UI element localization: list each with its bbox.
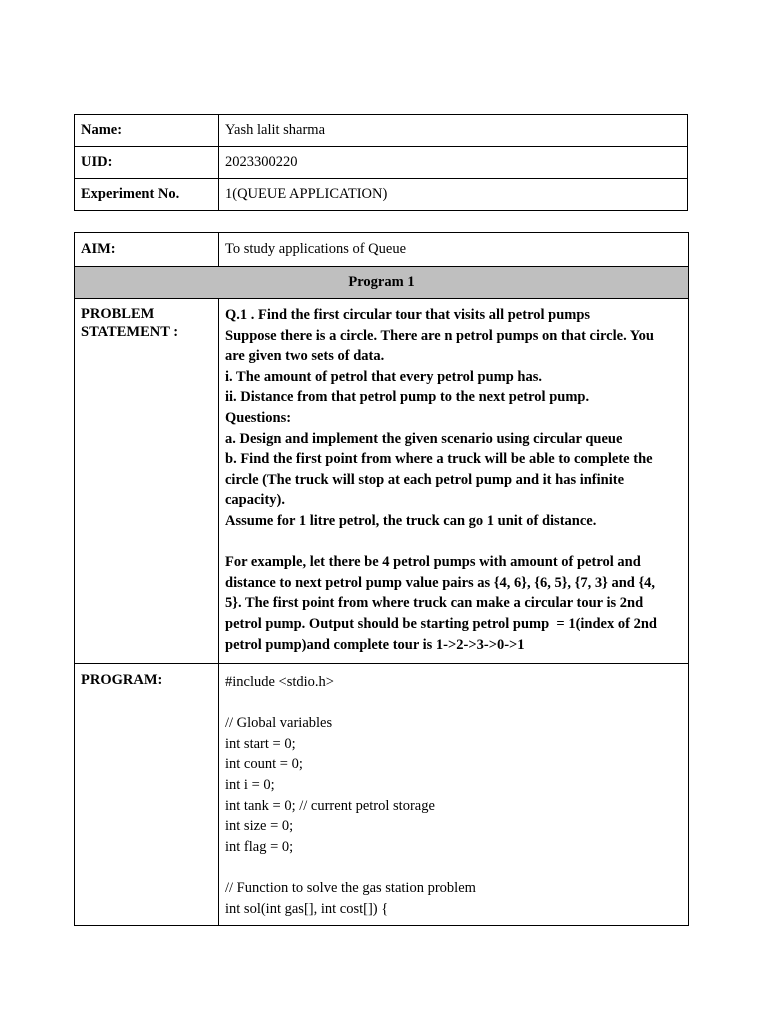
problem-line: Suppose there is a circle. There are n petrol pumps on that circle. You bbox=[225, 327, 654, 344]
code-line: int start = 0; bbox=[225, 735, 296, 752]
code-line: int i = 0; bbox=[225, 777, 275, 794]
problem-statement-label bbox=[75, 299, 219, 664]
code-line: int count = 0; bbox=[225, 756, 303, 773]
problem-line: i. The amount of petrol that every petrol pump has. bbox=[225, 368, 542, 385]
code-line: // Global variables bbox=[225, 715, 333, 732]
experiment-label: Experiment No. bbox=[75, 179, 219, 211]
problem-line: capacity). bbox=[225, 492, 285, 509]
code-line: int tank = 0; // current petrol storage bbox=[225, 797, 435, 814]
problem-line: 5}. The first point from where truck can make a circular tour is 2nd bbox=[225, 595, 644, 612]
problem-line: distance to next petrol pump value pairs as {4, 6}, {6, 5}, {7, 3} and {4, bbox=[225, 574, 656, 591]
code-line: int flag = 0; bbox=[225, 838, 294, 855]
uid-value: 2023300220 bbox=[219, 147, 688, 179]
problem-label-line: STATEMENT : bbox=[81, 324, 179, 340]
code-line: int size = 0; bbox=[225, 818, 294, 835]
problem-line: Assume for 1 litre petrol, the truck can go 1 unit of distance. bbox=[225, 512, 597, 529]
experiment-value: 1(QUEUE APPLICATION) bbox=[219, 179, 688, 211]
problem-line: a. Design and implement the given scenario using circular queue bbox=[225, 430, 623, 447]
code-line: int sol(int gas[], int cost[]) { bbox=[225, 900, 389, 917]
problem-line: petrol pump)and complete tour is 1->2->3->0->1 bbox=[225, 636, 525, 653]
code-line: #include <stdio.h> bbox=[225, 674, 334, 691]
problem-statement-row bbox=[75, 299, 689, 664]
program-code bbox=[219, 664, 689, 926]
problem-line: For example, let there be 4 petrol pumps with amount of petrol and bbox=[225, 554, 641, 571]
program-title: Program 1 bbox=[75, 267, 689, 299]
aim-value: To study applications of Queue bbox=[219, 233, 689, 267]
program-header-row bbox=[75, 267, 689, 299]
code-blank-line bbox=[225, 857, 682, 878]
program-label: PROGRAM: bbox=[75, 664, 219, 926]
name-row bbox=[75, 115, 688, 147]
uid-label: UID: bbox=[75, 147, 219, 179]
problem-line: ii. Distance from that petrol pump to the next petrol pump. bbox=[225, 389, 590, 406]
problem-blank-line bbox=[225, 532, 682, 553]
name-value: Yash lalit sharma bbox=[219, 115, 688, 147]
code-line: // Function to solve the gas station problem bbox=[225, 880, 476, 897]
problem-statement-text bbox=[219, 299, 689, 664]
experiment-table bbox=[74, 232, 689, 926]
problem-line: Questions: bbox=[225, 409, 292, 426]
uid-row bbox=[75, 147, 688, 179]
problem-line: circle (The truck will stop at each petrol pump and it has infinite bbox=[225, 471, 625, 488]
student-info-table bbox=[74, 114, 688, 211]
aim-label: AIM: bbox=[75, 233, 219, 267]
problem-line: are given two sets of data. bbox=[225, 348, 385, 365]
experiment-row bbox=[75, 179, 688, 211]
problem-label-line: PROBLEM bbox=[81, 306, 155, 322]
problem-line: petrol pump. Output should be starting petrol pump = 1(index of 2nd bbox=[225, 615, 657, 632]
program-row bbox=[75, 664, 689, 926]
name-label: Name: bbox=[75, 115, 219, 147]
aim-row bbox=[75, 233, 689, 267]
problem-line: Q.1 . Find the first circular tour that visits all petrol pumps bbox=[225, 307, 591, 323]
code-blank-line bbox=[225, 693, 682, 714]
problem-line: b. Find the first point from where a truck will be able to complete the bbox=[225, 451, 653, 468]
